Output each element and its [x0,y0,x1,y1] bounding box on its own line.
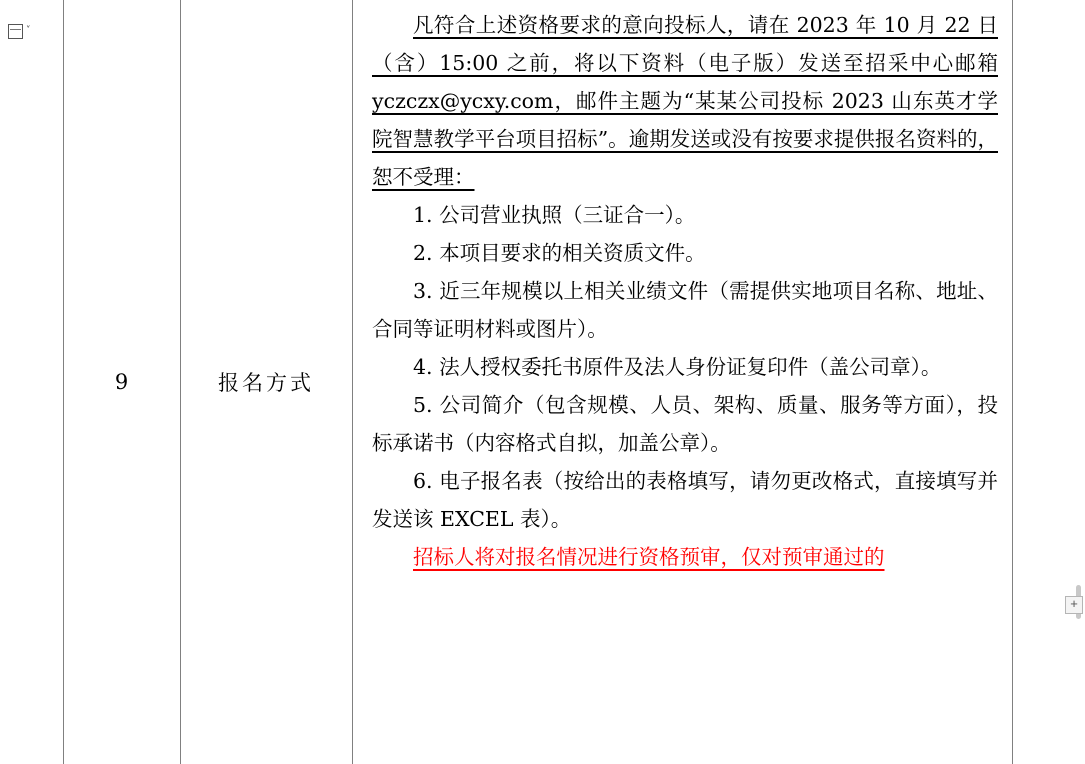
table-cell-label: 报名方式 [218,371,314,395]
table-cell-content [352,0,1012,764]
right-rail [1065,0,1085,764]
page-view-icon [8,24,23,39]
table-cell-index: 9 [114,370,130,394]
chevron-down-icon: ˅ [26,25,31,36]
document-table [63,0,1013,764]
zoom-in-button[interactable]: + [1065,596,1083,614]
left-gutter [0,0,63,764]
list-item: 5. 公司简介（包含规模、人员、架构、质量、服务等方面），投标承诺书（内容格式自拟，加盖公章）。 [372,393,998,455]
content-red-note: 招标人将对报名情况进行资格预审，仅对预审通过的 [413,545,885,569]
list-item: 6. 电子报名表（按给出的表格填写，请勿更改格式，直接填写并发送该 EXCEL 表）。 [372,469,998,531]
list-item: 4. 法人授权委托书原件及法人身份证复印件（盖公司章）。 [413,355,942,379]
list-item: 2. 本项目要求的相关资质文件。 [413,241,706,265]
list-item: 1. 公司营业执照（三证合一）。 [413,203,696,227]
view-mode-chip[interactable] [8,22,38,40]
list-item: 3. 近三年规模以上相关业绩文件（需提供实地项目名称、地址、合同等证明材料或图片）。 [372,279,998,341]
content-intro-paragraph: 凡符合上述资格要求的意向投标人，请在 2023 年 10 月 22 日（含）15:00 之前，将以下资料（电子版）发送至招采中心邮箱 yczczx@ycxy.com，邮件主题为“某某公司投标 2023 山东英才学院智慧教学平台项目招标”。逾期发送或没有按要求提供报名资料的，恕不受理： [372,13,998,189]
